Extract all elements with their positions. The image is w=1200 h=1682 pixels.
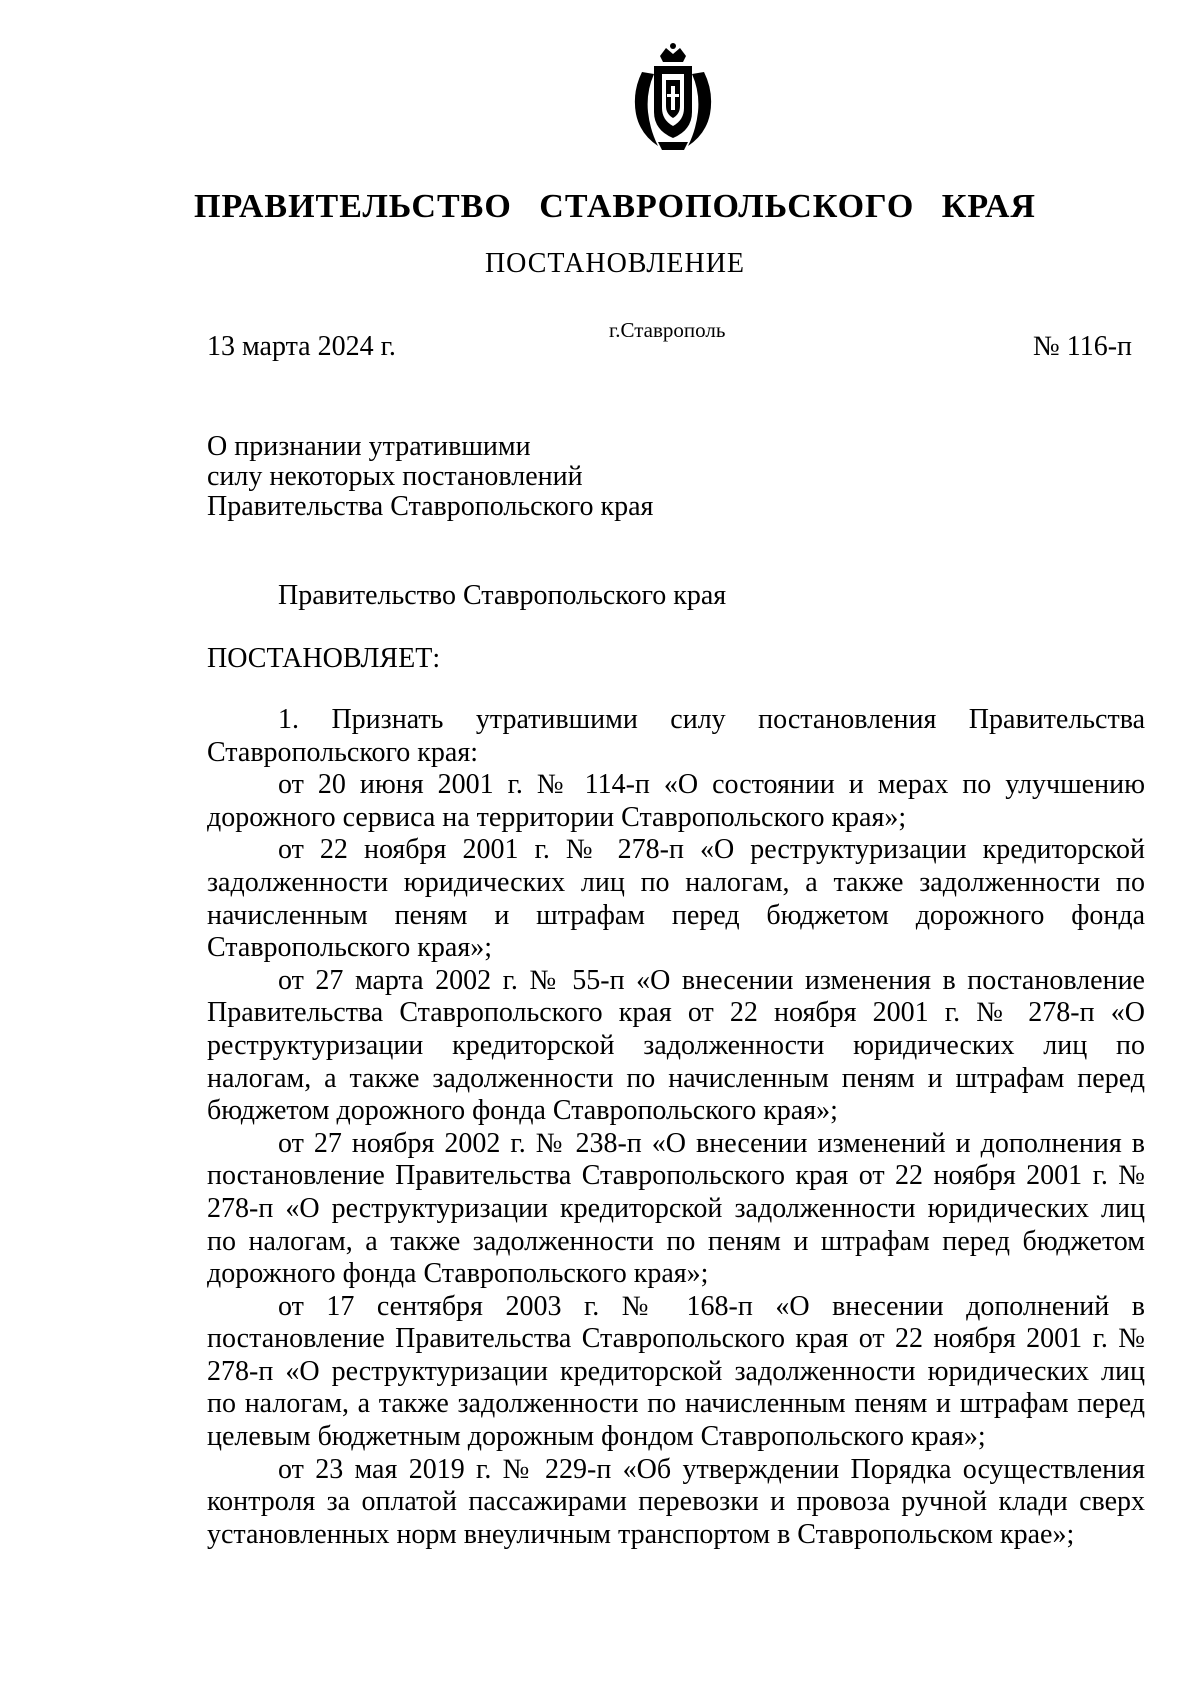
body-paragraph: от 27 марта 2002 г. № 55-п «О внесении изменения в постановление Правительства Ставропольского края от 22 ноября 2001 г. № 278-п «О реструктуризации кредиторской задолженности юридических лиц по налогам, а также задолженности по начисленным пеням и штрафам перед бюджетом дорожного фонда Ставропольского края»; [207,964,1145,1127]
subject-line: О признании утратившими [207,431,531,462]
subject-line: Правительства Ставропольского края [207,491,654,522]
document-date: 13 марта 2024 г. [207,331,396,362]
document-type: ПОСТАНОВЛЕНИЕ [484,248,746,279]
document-city: г.Ставрополь [609,318,726,342]
body-paragraph: от 23 мая 2019 г. № 229-п «Об утверждении Порядка осуществления контроля за оплатой пассажирами перевозки и провоза ручной клади сверх установленных норм внеуличным транспортом в Ставропольском крае»; [207,1453,1145,1550]
body-paragraph: 1. Признать утратившими силу постановления Правительства Ставропольского края: [207,704,1145,768]
document-body [207,704,1145,1551]
document-number: № 116-п [1033,331,1132,362]
body-paragraph: от 17 сентября 2003 г. № 168-п «О внесении дополнений в постановление Правительства Ставропольского края от 22 ноября 2001 г. № 278-п «О реструктуризации кредиторской задолженности юридических лиц по налогам, а также задолженности по начисленным пеням и штрафам перед целевым бюджетным дорожным фондом Ставропольского края»; [207,1290,1145,1453]
coat-of-arms-icon [628,42,718,152]
body-paragraph: от 27 ноября 2002 г. № 238-п «О внесении изменений и дополнения в постановление Правительства Ставропольского края от 22 ноября 2001 г. № 278-п «О реструктуризации кредиторской задолженности юридических лиц по налогам, а также задолженности по пеням и штрафам перед бюджетом дорожного фонда Ставропольского края»; [207,1127,1145,1290]
body-paragraph: от 20 июня 2001 г. № 114-п «О состоянии и мерах по улучшению дорожного сервиса на территории Ставропольского края»; [207,769,1145,833]
document-subject [207,432,653,522]
resolves-heading: ПОСТАНОВЛЯЕТ: [207,643,441,674]
subject-line: силу некоторых постановлений [207,461,583,492]
government-title: ПРАВИТЕЛЬСТВО СТАВРОПОЛЬСКОГО КРАЯ [194,188,1036,225]
body-paragraph: от 22 ноября 2001 г. № 278-п «О реструктуризации кредиторской задолженности юридических лиц по налогам, а также задолженности по начисленным пеням и штрафам перед бюджетом дорожного фонда Ставропольского края»; [207,834,1145,964]
issuer-name: Правительство Ставропольского края [278,580,727,611]
